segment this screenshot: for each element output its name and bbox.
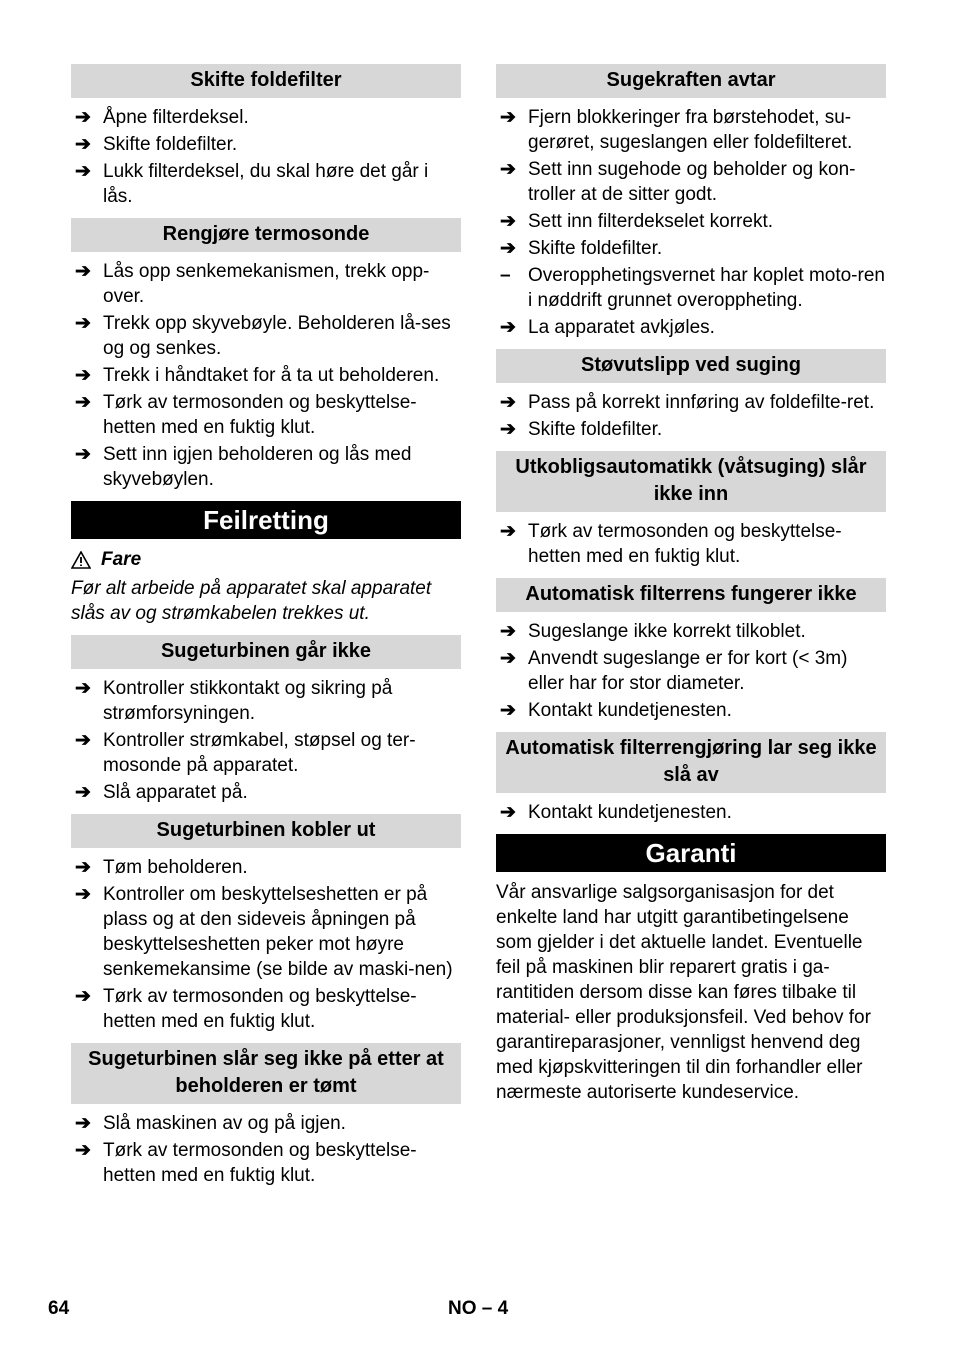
right-column [496,64,886,1105]
section-heading-skifte-foldefilter: Skifte foldefilter [71,64,461,98]
section-heading-utkobligsautomatikk-va-tsuging-sla-r-ikk: Utkobligsautomatikk (våtsuging) slår ikke inn [496,451,886,512]
list-item-text: Skifte foldefilter. [528,238,663,259]
list-item-text: Åpne filterdeksel. [103,107,249,128]
warning-text: Før alt arbeide på apparatet skal apparatet slås av og strømkabelen trekkes ut. [71,578,432,624]
instruction-list [71,676,461,805]
arrow-right-icon: ➔ [500,317,516,338]
list-item [71,311,461,361]
list-item [71,363,461,388]
list-item-text: Pass på korrekt innføring av foldefilte-ret. [528,392,875,413]
dash-icon: – [500,265,511,286]
list-item-text: Slå maskinen av og på igjen. [103,1113,346,1134]
arrow-right-icon: ➔ [75,884,91,905]
arrow-right-icon: ➔ [500,159,516,180]
list-item-text: Fjern blokkeringer fra børstehodet, su-gerøret, sugeslangen eller foldefilteret. [528,107,853,153]
list-item [496,646,886,696]
list-item [71,676,461,726]
arrow-right-icon: ➔ [75,107,91,128]
instruction-list [496,390,886,442]
list-item [71,132,461,157]
list-item-text: Trekk i håndtaket for å ta ut beholderen. [103,365,440,386]
list-item-text: Tørk av termosonden og beskyttelse-hetten med en fuktig klut. [528,521,842,567]
arrow-right-icon: ➔ [75,134,91,155]
arrow-right-icon: ➔ [500,211,516,232]
instruction-list [71,259,461,492]
warning-triangle-icon [71,551,91,569]
arrow-right-icon: ➔ [500,802,516,823]
list-item-text: Lås opp senkemekanismen, trekk opp-over. [103,261,430,307]
list-item-text: Kontroller stikkontakt og sikring på strømforsyningen. [103,678,393,724]
list-item [71,442,461,492]
list-item-text: Tøm beholderen. [103,857,248,878]
instruction-list [496,800,886,825]
list-item [496,800,886,825]
list-item-text: La apparatet avkjøles. [528,317,715,338]
arrow-right-icon: ➔ [500,700,516,721]
section-heading-sugekraften-avtar: Sugekraften avtar [496,64,886,98]
section-heading-sugeturbinen-sla-r-seg-ikke-pa-etter-at-: Sugeturbinen slår seg ikke på etter at beholderen er tømt [71,1043,461,1104]
list-item-text: Lukk filterdeksel, du skal høre det går i lås. [103,161,429,207]
instruction-list [496,619,886,723]
arrow-right-icon: ➔ [75,1140,91,1161]
list-item-text: Tørk av termosonden og beskyttelse-hetten med en fuktig klut. [103,392,417,438]
arrow-right-icon: ➔ [75,730,91,751]
list-item [71,984,461,1034]
warning-title: Fare [101,549,142,570]
chapter-heading-garanti: Garanti [496,834,886,872]
arrow-right-icon: ➔ [75,365,91,386]
list-item [496,236,886,261]
arrow-right-icon: ➔ [75,261,91,282]
section-heading-automatisk-filterrens-fungerer-ikke: Automatisk filterrens fungerer ikke [496,578,886,612]
arrow-right-icon: ➔ [500,521,516,542]
instruction-list [71,105,461,209]
warranty-paragraph: Vår ansvarlige salgsorganisasjon for det enkelte land har utgitt garantibetingelsene som gjelder i det aktuelle landet. Eventuelle feil på maskinen blir reparert gratis i ga-rantitiden dersom disse kan føres tilbake til material- eller produksjonsfeil. Ved behov for garantireparasjoner, vennligst henvend deg med kjøpskvitteringen til din forhandler eller nærmeste autoriserte kundeservice. [496,882,871,1103]
list-item-text: Sugeslange ikke korrekt tilkoblet. [528,621,806,642]
list-item-text: Kontakt kundetjenesten. [528,700,732,721]
list-item [496,157,886,207]
instruction-list [496,519,886,569]
left-column [71,64,461,1197]
list-item [496,619,886,644]
warning-label [71,547,461,572]
arrow-right-icon: ➔ [500,392,516,413]
list-item-text: Anvendt sugeslange er for kort (< 3m) eller har for stor diameter. [528,648,848,694]
list-item-text: Slå apparatet på. [103,782,248,803]
list-item [496,209,886,234]
arrow-right-icon: ➔ [75,313,91,334]
list-item [496,417,886,442]
list-item [71,780,461,805]
list-item [71,390,461,440]
list-item [496,519,886,569]
list-item [496,390,886,415]
arrow-right-icon: ➔ [75,161,91,182]
arrow-right-icon: ➔ [500,621,516,642]
section-heading-rengj-re-termosonde: Rengjøre termosonde [71,218,461,252]
list-item [71,882,461,982]
section-heading-st-vutslipp-ved-suging: Støvutslipp ved suging [496,349,886,383]
arrow-right-icon: ➔ [75,1113,91,1134]
arrow-right-icon: ➔ [75,444,91,465]
list-item [71,105,461,130]
list-item-text: Kontroller om beskyttelseshetten er på plass og at den sideveis åpningen på beskyttelseshetten peker mot høyre senkemekansime (se bilde av maski-nen) [103,884,453,980]
arrow-right-icon: ➔ [500,419,516,440]
arrow-right-icon: ➔ [75,678,91,699]
instruction-list [71,1111,461,1188]
list-item [496,698,886,723]
arrow-right-icon: ➔ [75,857,91,878]
arrow-right-icon: ➔ [75,392,91,413]
list-item [71,855,461,880]
instruction-list [496,105,886,340]
list-item-text: Sett inn sugehode og beholder og kon-troller at de sitter godt. [528,159,856,205]
section-heading-automatisk-filterrengj-ring-lar-seg-ikke: Automatisk filterrengjøring lar seg ikke slå av [496,732,886,793]
list-item [71,259,461,309]
list-item-text: Skifte foldefilter. [103,134,238,155]
chapter-heading-feilretting: Feilretting [71,501,461,539]
list-item-text: Overopphetingsvernet har koplet moto-ren i nøddrift grunnet overoppheting. [528,265,885,311]
section-heading-sugeturbinen-ga-r-ikke: Sugeturbinen går ikke [71,635,461,669]
list-item [71,159,461,209]
list-item [71,728,461,778]
list-item-text: Trekk opp skyvebøyle. Beholderen lå-ses og og senkes. [103,313,451,359]
list-item-text: Skifte foldefilter. [528,419,663,440]
arrow-right-icon: ➔ [500,238,516,259]
arrow-right-icon: ➔ [75,782,91,803]
list-item [496,315,886,340]
list-item [496,105,886,155]
list-item [71,1111,461,1136]
instruction-list [71,855,461,1034]
arrow-right-icon: ➔ [500,107,516,128]
section-heading-sugeturbinen-kobler-ut: Sugeturbinen kobler ut [71,814,461,848]
list-item [496,263,886,313]
list-item-text: Kontakt kundetjenesten. [528,802,732,823]
page-number: 64 [48,1298,70,1319]
arrow-right-icon: ➔ [75,986,91,1007]
list-item-text: Sett inn filterdekselet korrekt. [528,211,773,232]
list-item-text: Kontroller strømkabel, støpsel og ter-mosonde på apparatet. [103,730,416,776]
list-item-text: Tørk av termosonden og beskyttelse-hetten med en fuktig klut. [103,1140,417,1186]
arrow-right-icon: ➔ [500,648,516,669]
list-item-text: Tørk av termosonden og beskyttelse-hetten med en fuktig klut. [103,986,417,1032]
list-item [71,1138,461,1188]
list-item-text: Sett inn igjen beholderen og lås med skyvebøylen. [103,444,412,490]
language-page-label: NO – 4 [448,1298,509,1319]
